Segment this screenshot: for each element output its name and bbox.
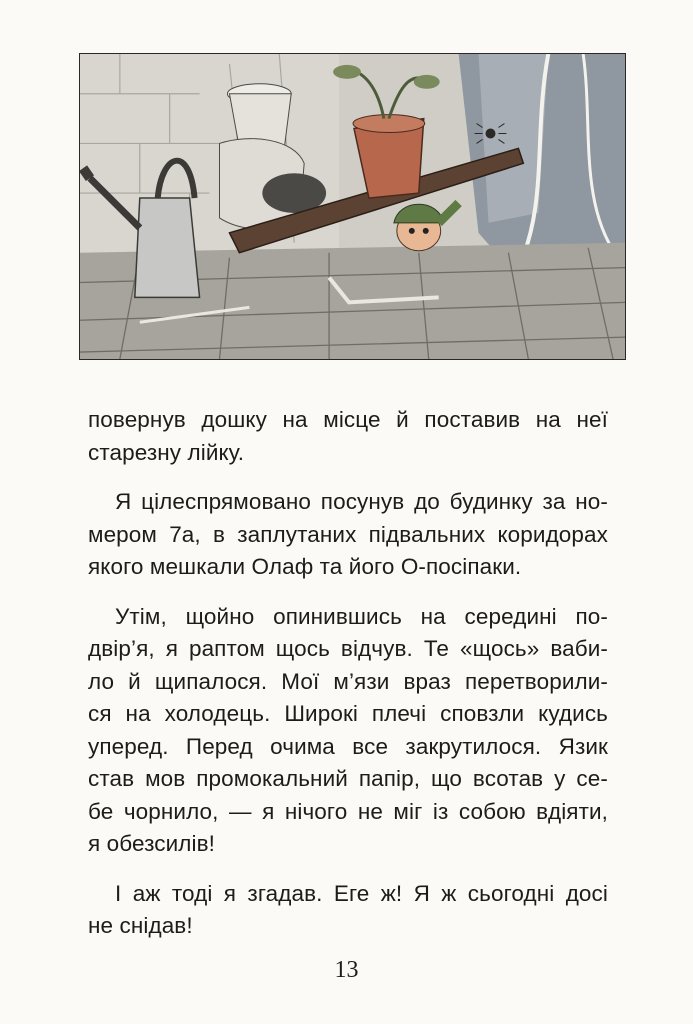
paragraph-1 <box>88 404 608 469</box>
text-line: двір’я, я раптом щось відчув. Те «щось» ваби- <box>88 636 608 661</box>
text-line: І аж тоді я згадав. Еге ж! Я ж сьогодні досі <box>115 880 608 906</box>
text-line: не снідав! <box>88 913 193 938</box>
paragraph-3 <box>88 601 608 861</box>
text-line: Я цілеспрямовано посунув до будинку за но- <box>115 489 608 514</box>
text-line: став мов промокальний папір, що всотав у се- <box>88 766 608 791</box>
page-number: 13 <box>334 957 359 983</box>
paragraph-2 <box>88 486 608 584</box>
text-line: мером 7а, в заплутаних підвальних коридорах <box>88 521 608 547</box>
text-line: ло й щипалося. Мої м’язи враз перетворили- <box>88 668 608 694</box>
illustration-drawing <box>80 54 625 359</box>
text-line: старезну лійку. <box>88 439 245 465</box>
body-text <box>88 404 608 943</box>
text-line: Утім, щойно опинившись на середині по- <box>115 603 608 629</box>
text-line: уперед. Перед очима все закрутилося. Язик <box>88 733 608 759</box>
text-line: якого мешкали Олаф та його О-посіпаки. <box>88 554 522 579</box>
text-line: повернув дошку на місце й поставив на неї <box>88 407 608 432</box>
illustration <box>79 53 626 360</box>
text-line: я обезсилів! <box>88 831 216 856</box>
text-line: бе чорнило, — я нічого не міг із собою вдіяти, <box>88 798 608 824</box>
text-line: ся на холодець. Широкі плечі сповзли кудись <box>88 701 608 726</box>
paragraph-4 <box>88 878 608 943</box>
